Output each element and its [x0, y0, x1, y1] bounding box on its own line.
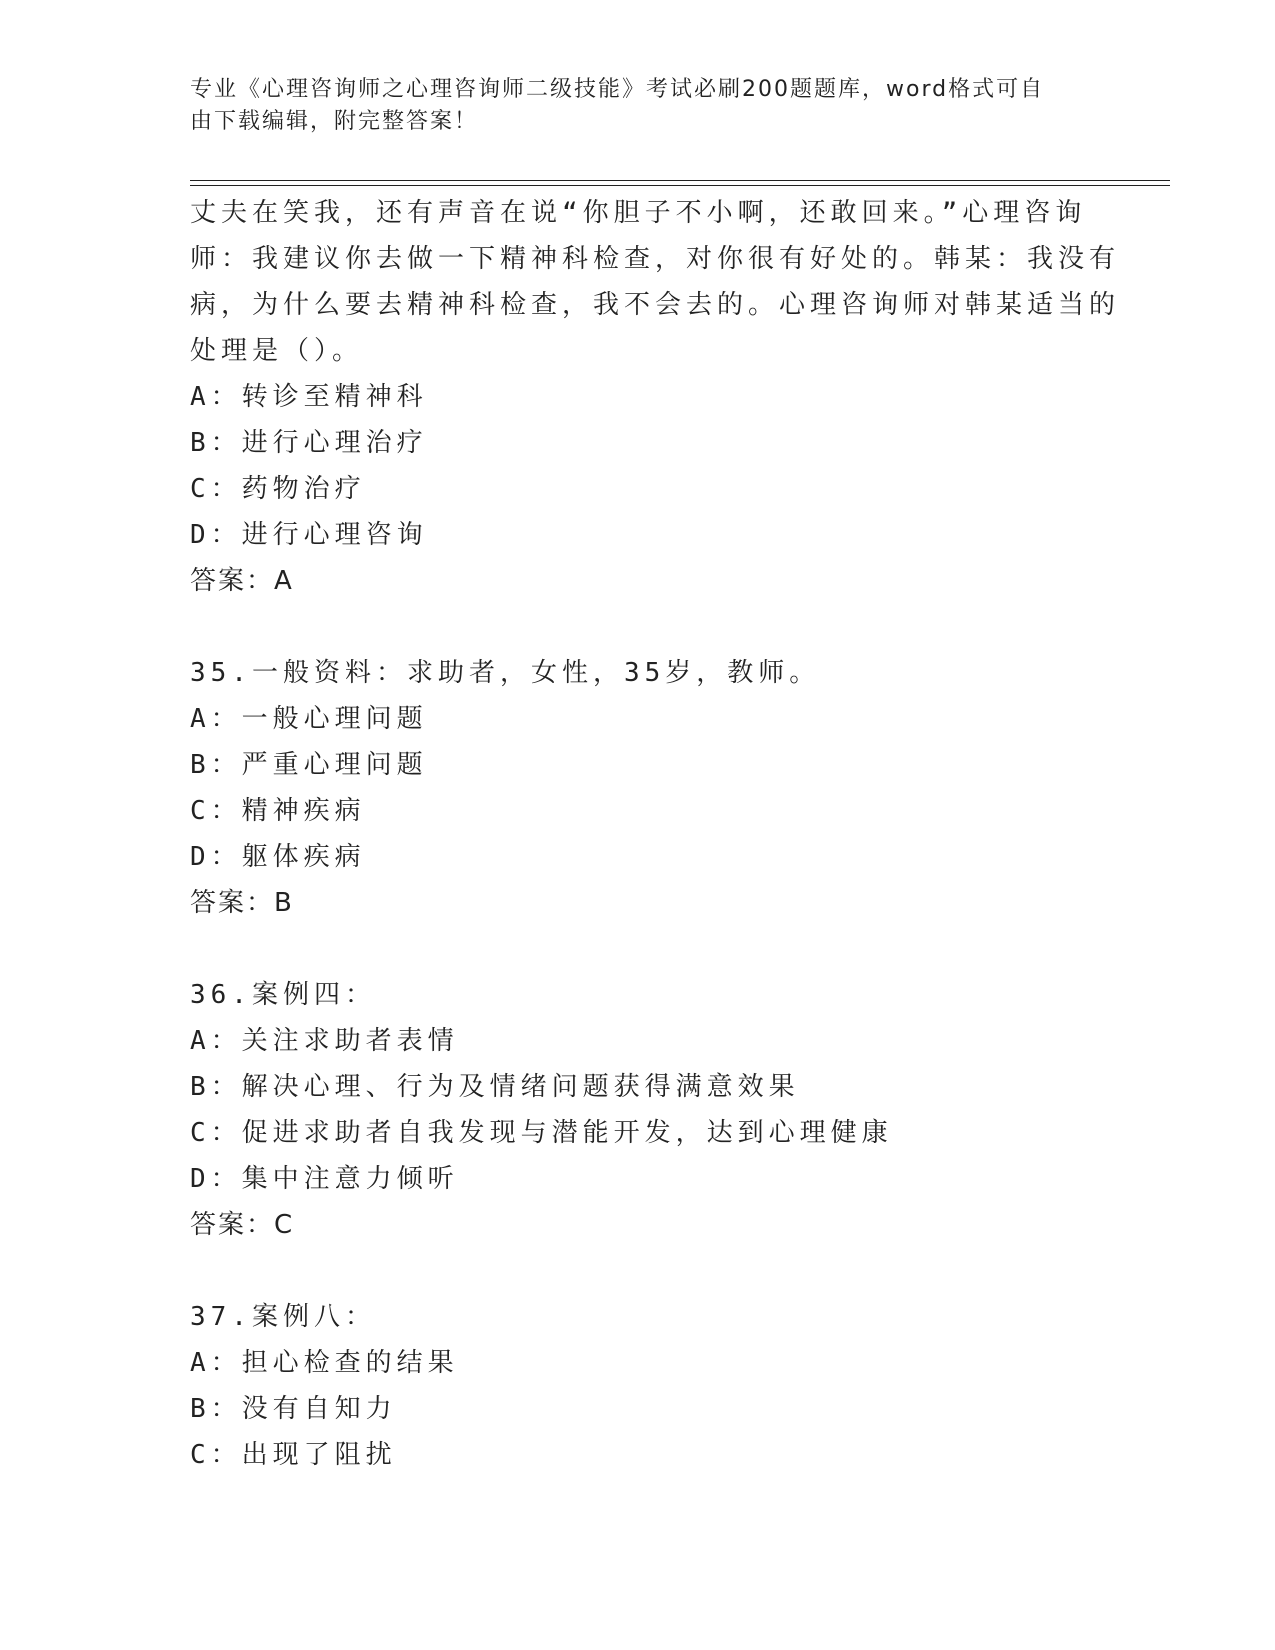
header-line-2: 由下载编辑，附完整答案！ — [190, 109, 479, 134]
option-a: A：关注求助者表情 — [190, 1026, 459, 1056]
answer: 答案：C — [190, 1210, 295, 1240]
header-divider-bottom — [190, 185, 1170, 186]
spacer — [190, 604, 1090, 650]
question-stem-line: 丈夫在笑我，还有声音在说“你胆子不小啊，还敢回来。”心理咨询 — [190, 198, 1087, 228]
question-stem: 37.案例八： — [190, 1302, 376, 1332]
question-stem: 35.一般资料：求助者，女性，35岁，教师。 — [190, 658, 821, 688]
header-divider-top — [190, 180, 1170, 181]
question-list — [190, 190, 1121, 1478]
document-header — [190, 74, 1090, 138]
answer: 答案：A — [190, 566, 294, 596]
answer: 答案：B — [190, 888, 294, 918]
option-a: A：担心检查的结果 — [190, 1348, 459, 1378]
option-a: A：一般心理问题 — [190, 704, 428, 734]
option-c: C：精神疾病 — [190, 796, 366, 826]
spacer — [190, 1248, 1090, 1294]
option-b: B：解决心理、行为及情绪问题获得满意效果 — [190, 1072, 800, 1102]
question-stem: 36.案例四： — [190, 980, 376, 1010]
option-b: B：没有自知力 — [190, 1394, 397, 1424]
question-37 — [190, 1294, 1090, 1478]
option-b: B：进行心理治疗 — [190, 428, 428, 458]
option-c: C：促进求助者自我发现与潜能开发，达到心理健康 — [190, 1118, 893, 1148]
option-c: C：药物治疗 — [190, 474, 366, 504]
question-36 — [190, 972, 1090, 1248]
option-d: D：进行心理咨询 — [190, 520, 428, 550]
option-d: D：集中注意力倾听 — [190, 1164, 459, 1194]
option-a: A：转诊至精神科 — [190, 382, 428, 412]
question-stem-line: 师：我建议你去做一下精神科检查，对你很有好处的。韩某：我没有 — [190, 244, 1121, 274]
header-line-1: 专业《心理咨询师之心理咨询师二级技能》考试必刷200题题库，word格式可自 — [190, 77, 1045, 102]
option-d: D：躯体疾病 — [190, 842, 366, 872]
question-stem-line: 处理是（）。 — [190, 336, 364, 366]
question-stem-line: 病，为什么要去精神科检查，我不会去的。心理咨询师对韩某适当的 — [190, 290, 1121, 320]
option-b: B：严重心理问题 — [190, 750, 428, 780]
question-34 — [190, 190, 1121, 604]
spacer — [190, 926, 1090, 972]
option-c: C：出现了阻扰 — [190, 1440, 397, 1470]
question-35 — [190, 650, 1090, 926]
